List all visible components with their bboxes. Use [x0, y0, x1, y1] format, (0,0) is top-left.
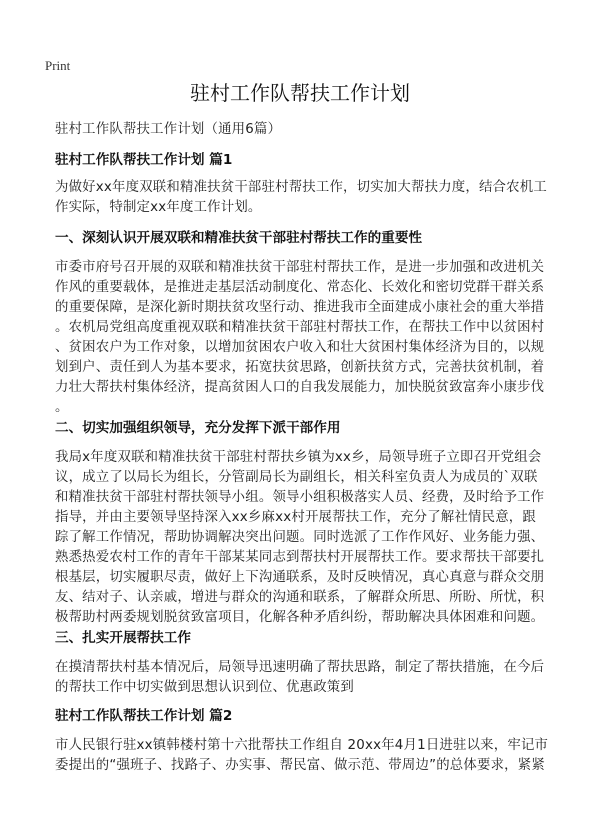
paragraph-line: 。 — [55, 400, 69, 415]
paragraph — [55, 178, 555, 218]
paragraph-line: 在摸清帮扶村基本情况后，局领导迅速明确了帮扶思路，制定了帮扶措施，在今后 — [55, 660, 545, 675]
section-heading: 二、切实加强组织领导，充分发挥下派干部作用 — [55, 420, 341, 436]
print-link[interactable]: Print — [45, 58, 71, 73]
paragraph-line: 划到户、责任到人为基本要求，拓宽扶贫思路，创新扶贫方式，完善扶贫机制，着 — [55, 360, 545, 375]
paragraph-line: 为做好xx年度双联和精准扶贫干部驻村帮扶工作，切实加大帮扶力度，结合农机工 — [55, 180, 547, 195]
paragraph-line: 指导，并由主要领导坚持深入xx乡麻xx村开展帮扶工作，充分了解社情民意，跟 — [55, 510, 536, 525]
section-heading: 驻村工作队帮扶工作计划 篇1 — [55, 152, 233, 168]
paragraph-line: 委提出的“强班子、找路子、办实事、帮民富、做示范、带周边”的总体要求，紧紧 — [55, 758, 545, 773]
paragraph-line: 我局x年度双联和精准扶贫干部驻村帮扶乡镇为xx乡，局领导班子立即召开党组会 — [55, 450, 542, 465]
section-heading: 一、深刻认识开展双联和精准扶贫干部驻村帮扶工作的重要性 — [55, 230, 423, 246]
paragraph-line: 极帮助村两委规划脱贫致富项目，化解各种矛盾纠纷，帮助解决具体困难和问题。 — [55, 610, 545, 625]
paragraph-line: 熟悉热爱农村工作的青年干部某某同志到帮扶村开展帮扶工作。要求帮扶干部要扎 — [55, 550, 545, 565]
document-title: 驻村工作队帮扶工作计划 — [190, 81, 410, 105]
paragraph-line: 市委市府号召开展的双联和精准扶贫干部驻村帮扶工作，是进一步加强和改进机关 — [55, 260, 545, 275]
paragraph-line: 根基层，切实履职尽责，做好上下沟通联系，及时反映情况，真心真意与群众交朋 — [55, 570, 545, 585]
paragraph-line: 友、结对子、认亲戚，增进与群众的沟通和联系，了解群众所思、所盼、所忧，积 — [55, 590, 545, 605]
paragraph-line: 作风的重要载体，是推进走基层活动制度化、常态化、长效化和密切党群干群关系 — [55, 280, 545, 295]
paragraph-line: 和精准扶贫干部驻村帮扶领导小组。领导小组积极落实人员、经费，及时给予工作 — [55, 490, 545, 505]
paragraph — [55, 736, 555, 776]
document-subtitle: 驻村工作队帮扶工作计划（通用6篇） — [55, 122, 282, 137]
paragraph-line: 踪了解工作情况，帮助协调解决突出问题。同时选派了工作作风好、业务能力强、 — [55, 530, 545, 545]
paragraph-line: 的重要保障，是深化新时期扶贫攻坚行动、推进我市全面建成小康社会的重大举措 — [55, 300, 545, 315]
paragraph-line: 。农机局党组高度重视双联和精准扶贫干部驻村帮扶工作，在帮扶工作中以贫困村 — [55, 320, 545, 335]
section-heading: 三、扎实开展帮扶工作 — [55, 630, 191, 646]
section-heading: 驻村工作队帮扶工作计划 篇2 — [55, 708, 233, 724]
paragraph-line: 市人民银行驻xx镇韩楼村第十六批帮扶工作组自 20xx年4月1日进驻以来，牢记市 — [55, 738, 549, 753]
paragraph-line: 力壮大帮扶村集体经济，提高贫困人口的自我发展能力，加快脱贫致富奔小康步伐 — [55, 380, 545, 395]
paragraph — [55, 658, 555, 698]
paragraph-line: 、贫困农户为工作对象，以增加贫困农户收入和壮大贫困村集体经济为目的，以规 — [55, 340, 545, 355]
paragraph — [55, 448, 555, 628]
paragraph — [55, 258, 555, 418]
paragraph-line: 议，成立了以局长为组长，分管副局长为副组长，相关科室负责人为成员的`双联 — [55, 470, 538, 485]
paragraph-line: 的帮扶工作中切实做到思想认识到位、优惠政策到 — [55, 680, 354, 695]
paragraph-line: 作实际，特制定xx年度工作计划。 — [55, 200, 262, 215]
